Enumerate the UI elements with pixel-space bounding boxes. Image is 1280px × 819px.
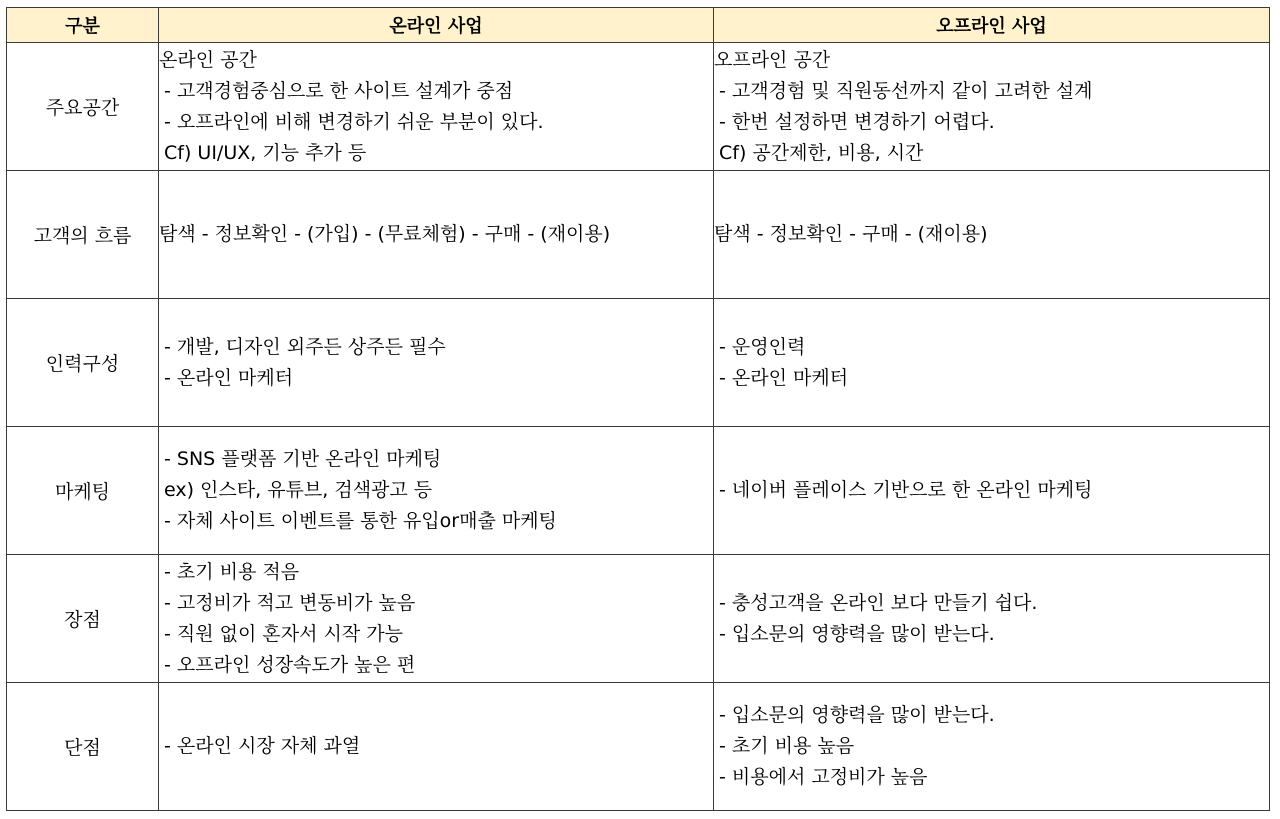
cell-line: - 온라인 시장 자체 과열 [164,735,361,757]
table-row [7,683,1270,811]
online-cell [159,43,714,171]
row-label: 고객의 흐름 [7,171,159,299]
cell-line: 탐색 - 정보확인 - 구매 - (재이용) [714,223,988,245]
offline-cell [714,299,1270,427]
offline-cell [714,555,1270,683]
cell-line: - 운영인력 [719,335,806,358]
cell-line: - 충성고객을 온라인 보다 만들기 쉽다. [719,591,1038,614]
cell-line: - 자체 사이트 이벤트를 통한 유입or매출 마케팅 [164,510,557,532]
header-category: 구분 [7,8,159,43]
cell-line: ex) 인스타, 유튜브, 검색광고 등 [164,479,433,501]
row-label: 마케팅 [7,427,159,555]
cell-line: - 개발, 디자인 외주든 상주든 필수 [164,335,446,358]
table-row [7,427,1270,555]
offline-cell [714,683,1270,811]
cell-line: - 비용에서 고정비가 높음 [719,766,928,788]
online-cell [159,171,714,299]
cell-line: 탐색 - 정보확인 - (가입) - (무료체험) - 구매 - (재이용) [159,223,611,245]
offline-cell [714,43,1270,171]
cell-line: - 입소문의 영향력을 많이 받는다. [719,704,995,726]
cell-line: - 오프라인 성장속도가 높은 편 [164,653,416,676]
row-label: 주요공간 [7,43,159,171]
table-row [7,299,1270,427]
table-row [7,43,1270,171]
cell-line: - 온라인 마케터 [719,366,849,389]
header-row [7,8,1270,43]
cell-line: - 입소문의 영향력을 많이 받는다. [719,622,995,645]
cell-line: - 고객경험 및 직원동선까지 같이 고려한 설계 [719,79,1093,102]
table-row [7,171,1270,299]
row-label: 장점 [7,555,159,683]
cell-line: 오프라인 공간 [714,48,831,71]
cell-line: - 오프라인에 비해 변경하기 쉬운 부분이 있다. [164,110,544,133]
cell-line: 온라인 공간 [159,48,257,71]
cell-line: Cf) 공간제한, 비용, 시간 [719,141,924,164]
cell-line: Cf) UI/UX, 기능 추가 등 [164,141,367,164]
online-cell [159,427,714,555]
cell-line: - 초기 비용 높음 [719,735,855,757]
online-cell [159,683,714,811]
cell-line: - 초기 비용 적음 [164,560,300,583]
cell-line: - 네이버 플레이스 기반으로 한 온라인 마케팅 [719,479,1093,501]
cell-line: - 고정비가 적고 변동비가 높음 [164,591,416,614]
offline-cell [714,427,1270,555]
cell-line: - SNS 플랫폼 기반 온라인 마케팅 [164,448,442,470]
online-cell [159,299,714,427]
online-cell [159,555,714,683]
comparison-table [6,7,1270,811]
row-label: 인력구성 [7,299,159,427]
row-label: 단점 [7,683,159,811]
table-row [7,555,1270,683]
header-offline: 오프라인 사업 [714,8,1270,43]
cell-line: - 직원 없이 혼자서 시작 가능 [164,622,403,645]
cell-line: - 온라인 마케터 [164,366,294,389]
header-online: 온라인 사업 [159,8,714,43]
cell-line: - 한번 설정하면 변경하기 어렵다. [719,110,995,133]
cell-line: - 고객경험중심으로 한 사이트 설계가 중점 [164,79,514,102]
offline-cell [714,171,1270,299]
